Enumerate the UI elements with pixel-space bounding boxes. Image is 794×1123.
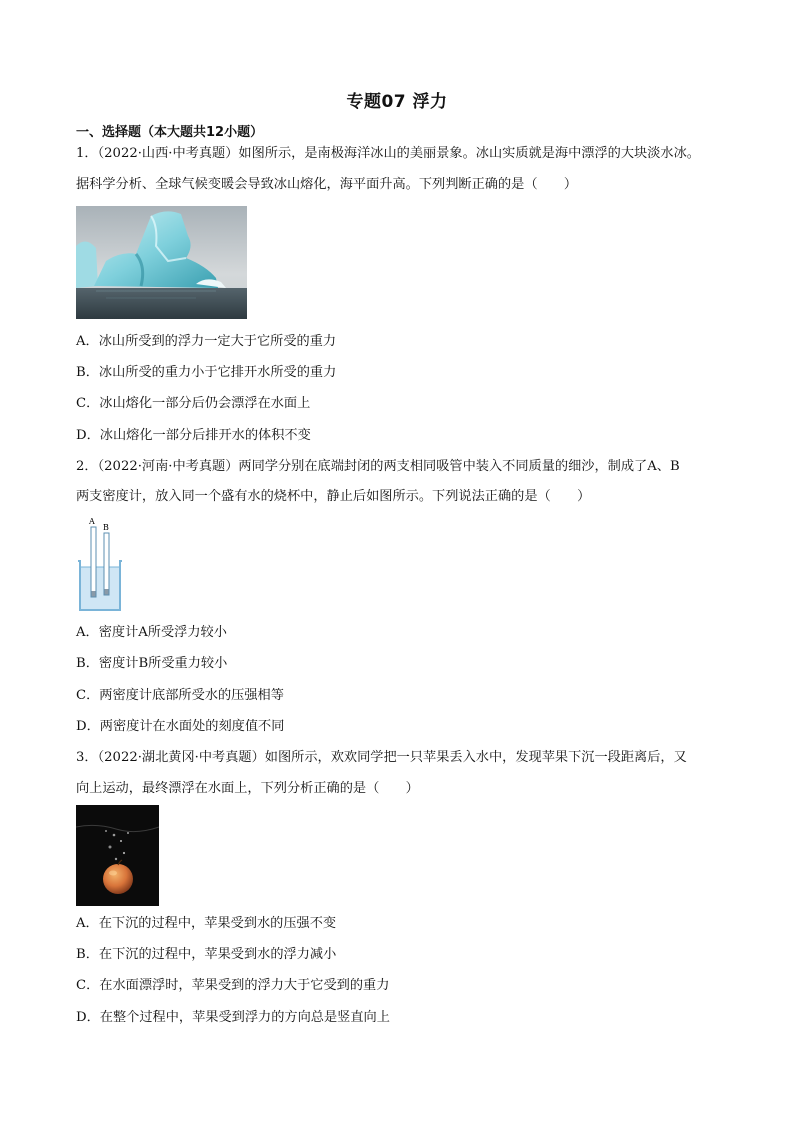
apple-photo <box>76 805 159 906</box>
question-1-text-line-2: 据科学分析、全球气候变暖会导致冰山熔化，海平面升高。下列判断正确的是（ ） <box>76 177 578 192</box>
question-2-text-line-1: 2．（2022·河南·中考真题）两同学分别在底端封闭的两支相同吸管中装入不同质量的细沙，制成了A、B <box>76 459 680 474</box>
question-2-option-c: C．两密度计底部所受水的压强相等 <box>76 688 284 703</box>
question-2-option-a: A．密度计A所受浮力较小 <box>76 625 227 640</box>
question-3-option-b: B．在下沉的过程中，苹果受到水的浮力减小 <box>76 947 337 962</box>
question-1-option-a: A．冰山所受到的浮力一定大于它所受的重力 <box>76 334 337 349</box>
question-1-text-line-1: 1．（2022·山西·中考真题）如图所示，是南极海洋冰山的美丽景象。冰山实质就是海中漂浮的大块淡水冰。 <box>76 146 700 161</box>
iceberg-photo <box>76 206 247 319</box>
tube-b-label: B <box>103 523 109 532</box>
question-2-option-d: D．两密度计在水面处的刻度值不同 <box>76 719 285 734</box>
question-3-option-c: C．在水面漂浮时，苹果受到的浮力大于它受到的重力 <box>76 978 390 993</box>
page-title: 专题07 浮力 <box>346 92 448 112</box>
tube-a-label: A <box>89 517 95 526</box>
question-2-text-line-2: 两支密度计，放入同一个盛有水的烧杯中，静止后如图所示。下列说法正确的是（ ） <box>76 489 591 504</box>
question-1-option-c: C．冰山熔化一部分后仍会漂浮在水面上 <box>76 396 311 411</box>
beaker-diagram <box>76 515 124 612</box>
question-1-option-b: B．冰山所受的重力小于它排开水所受的重力 <box>76 365 337 380</box>
question-3-option-a: A．在下沉的过程中，苹果受到水的压强不变 <box>76 916 337 931</box>
question-3-option-d: D．在整个过程中，苹果受到浮力的方向总是竖直向上 <box>76 1010 390 1025</box>
section-heading: 一、选择题（本大题共12小题） <box>76 125 264 140</box>
question-3-text-line-2: 向上运动，最终漂浮在水面上，下列分析正确的是（ ） <box>76 781 419 796</box>
question-1-option-d: D．冰山熔化一部分后排开水的体积不变 <box>76 428 311 443</box>
question-3-text-line-1: 3．（2022·湖北黄冈·中考真题）如图所示，欢欢同学把一只苹果丢入水中，发现苹果下沉一段距离后，又 <box>76 750 687 765</box>
question-2-option-b: B．密度计B所受重力较小 <box>76 656 228 671</box>
